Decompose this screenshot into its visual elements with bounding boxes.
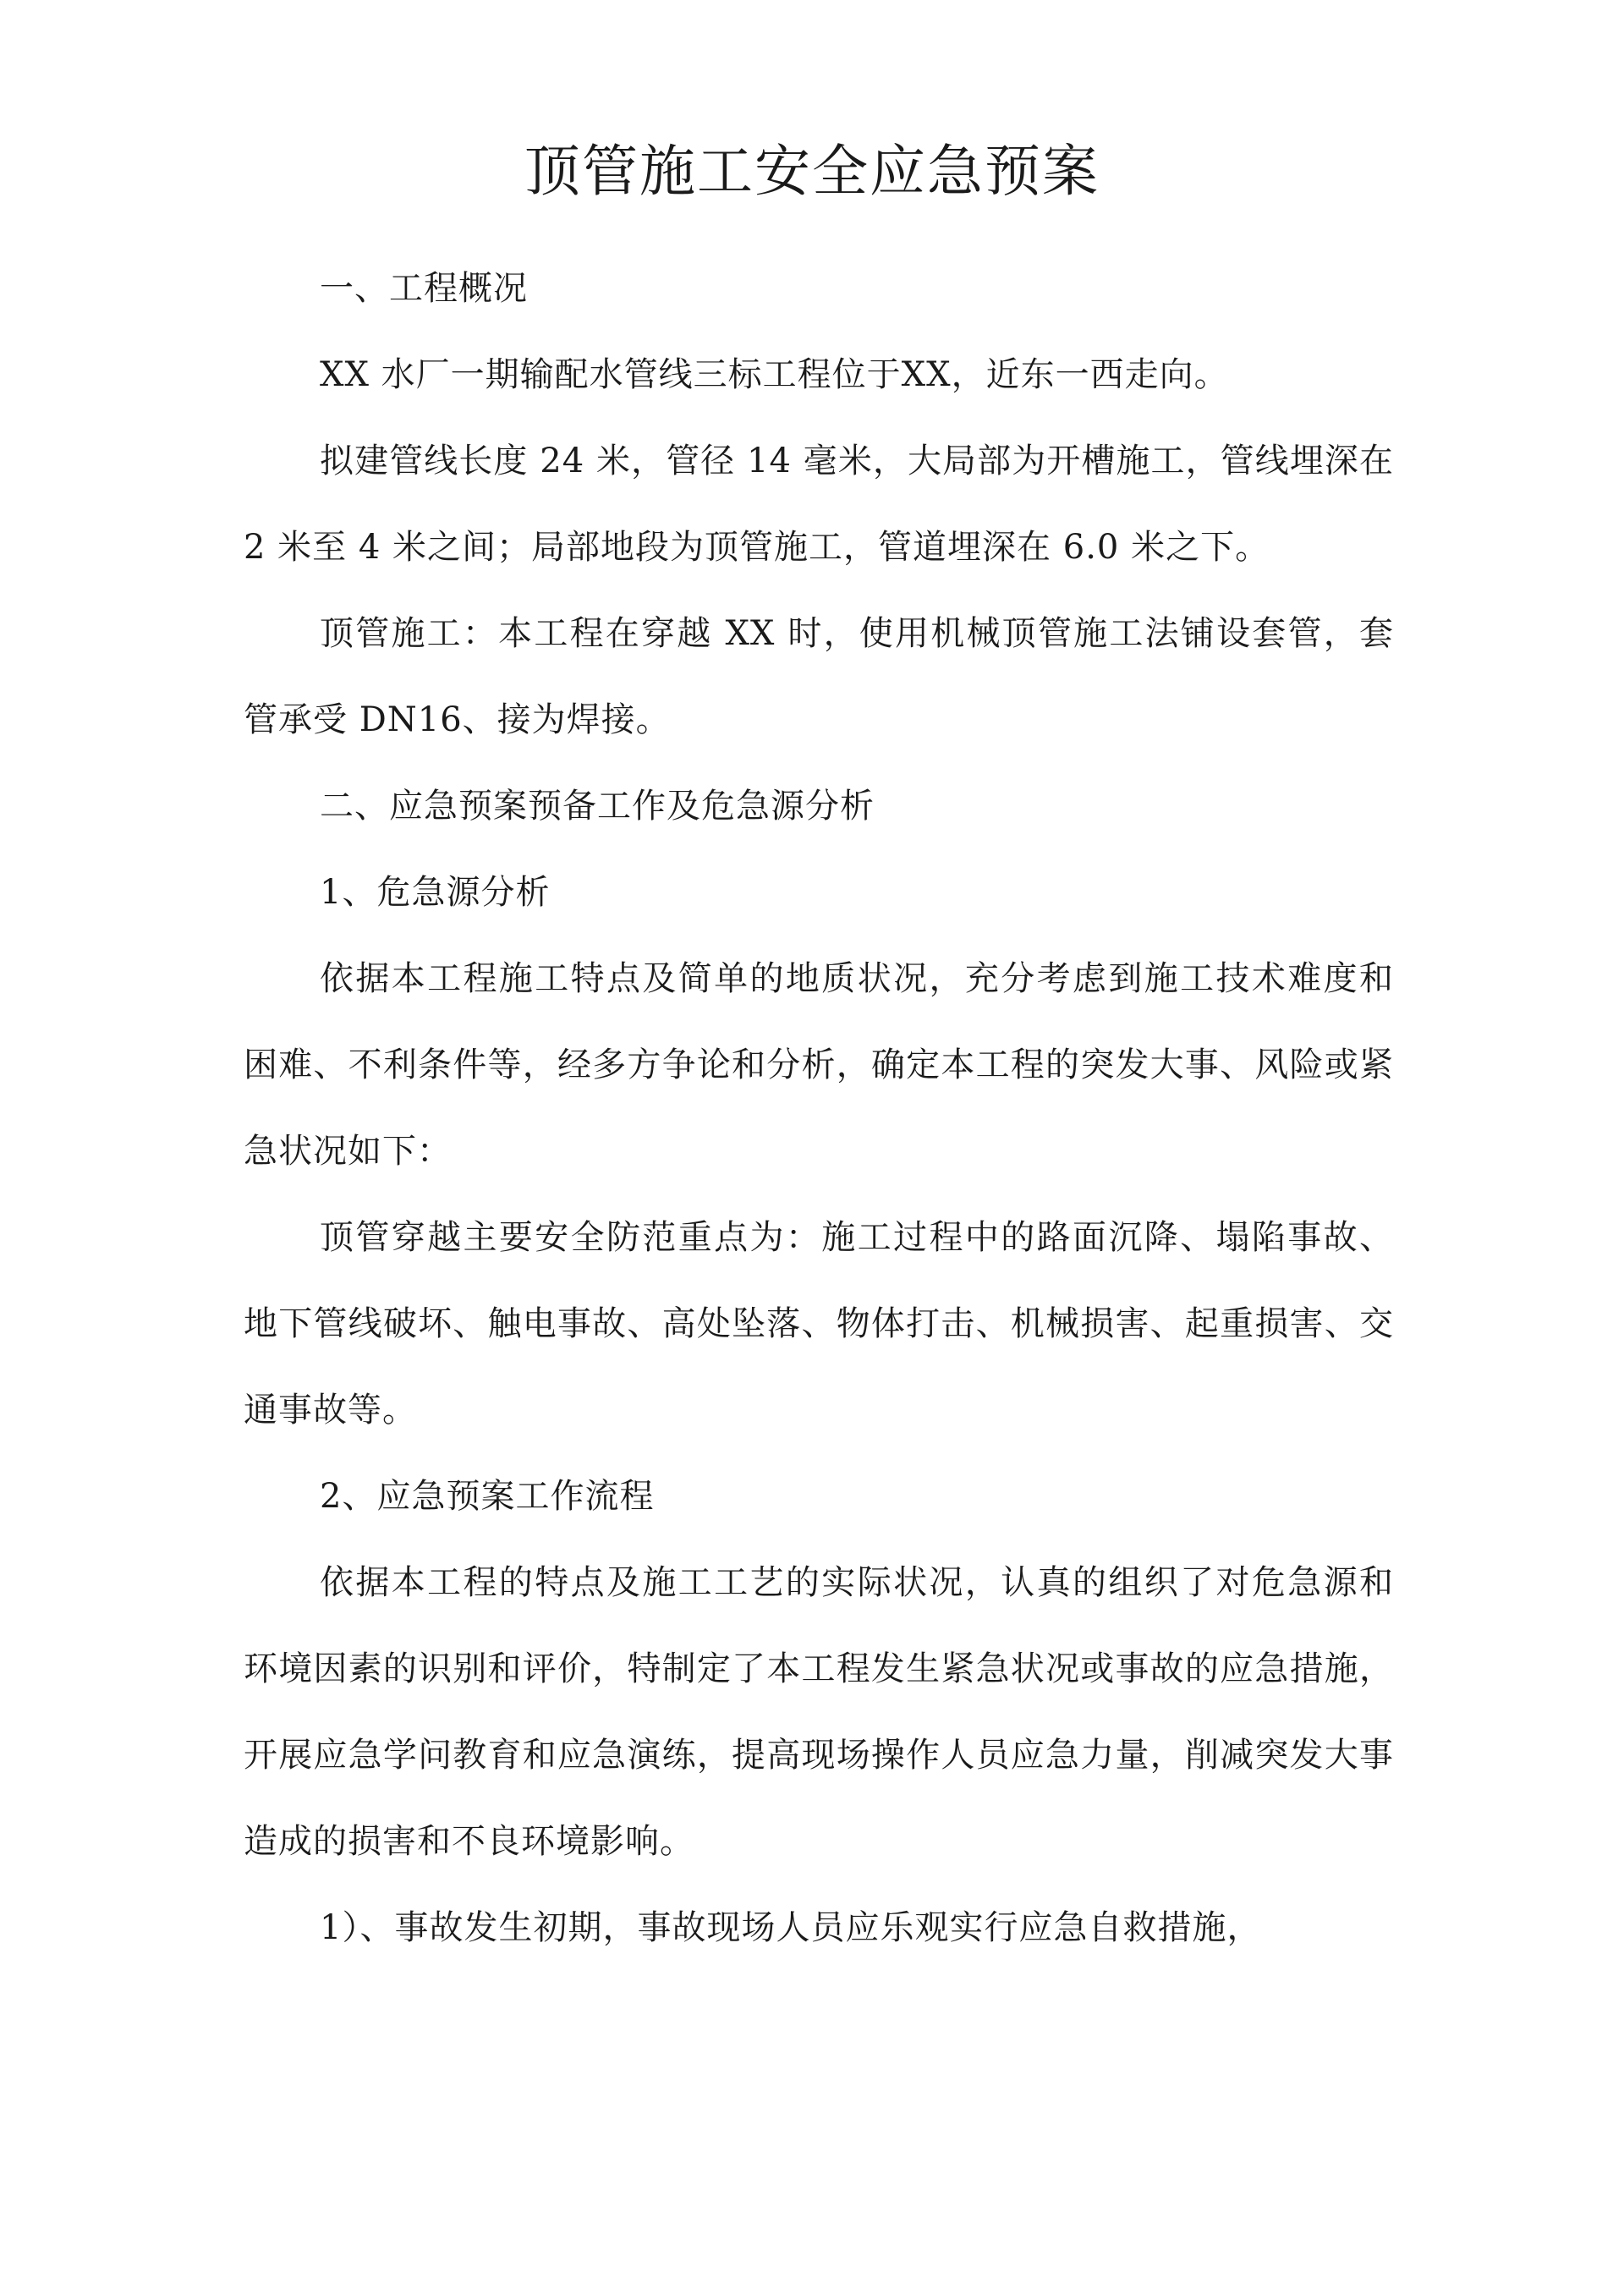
- paragraph-hazard-basis: 依据本工程施工特点及简单的地质状况，充分考虑到施工技术难度和困难、不利条件等，经多方争论和分析，确定本工程的突发大事、风险或紧急状况如下：: [244, 959, 1394, 1171]
- section-heading-emergency-prep: 二、应急预案预备工作及危急源分析: [320, 787, 875, 826]
- paragraph-pipeline-specs: 拟建管线长度 24 米，管径 14 毫米，大局部为开槽施工，管线埋深在 2 米至 4 米之间；局部地段为顶管施工，管道埋深在 6.0 米之下。: [244, 442, 1394, 567]
- document-body: [244, 245, 1394, 1971]
- document-title: 顶管施工安全应急预案: [524, 139, 1100, 204]
- paragraph-project-location: XX 水厂一期输配水管线三标工程位于XX，近东一西走向。: [320, 355, 1229, 394]
- paragraph-pipe-jacking: 顶管施工：本工程在穿越 XX 时，使用机械顶管施工法铺设套管，套管承受 DN16、接为焊接。: [244, 614, 1394, 739]
- subheading-workflow: 2、应急预案工作流程: [320, 1477, 655, 1516]
- paragraph-workflow-detail: 依据本工程的特点及施工工艺的实际状况，认真的组织了对危急源和环境因素的识别和评价，特制定了本工程发生紧急状况或事故的应急措施，开展应急学问教育和应急演练，提高现场操作人员应急力量，削减突发大事造成的损害和不良环境影响。: [244, 1563, 1394, 1861]
- section-heading-project-overview: 一、工程概况: [320, 269, 528, 308]
- subheading-hazard-analysis: 1、危急源分析: [320, 873, 551, 912]
- paragraph-initial-response: 1）、事故发生初期，事故现场人员应乐观实行应急自救措施，: [320, 1908, 1262, 1947]
- paragraph-safety-focus: 顶管穿越主要安全防范重点为：施工过程中的路面沉降、塌陷事故、地下管线破坏、触电事故、高处坠落、物体打击、机械损害、起重损害、交通事故等。: [244, 1218, 1394, 1430]
